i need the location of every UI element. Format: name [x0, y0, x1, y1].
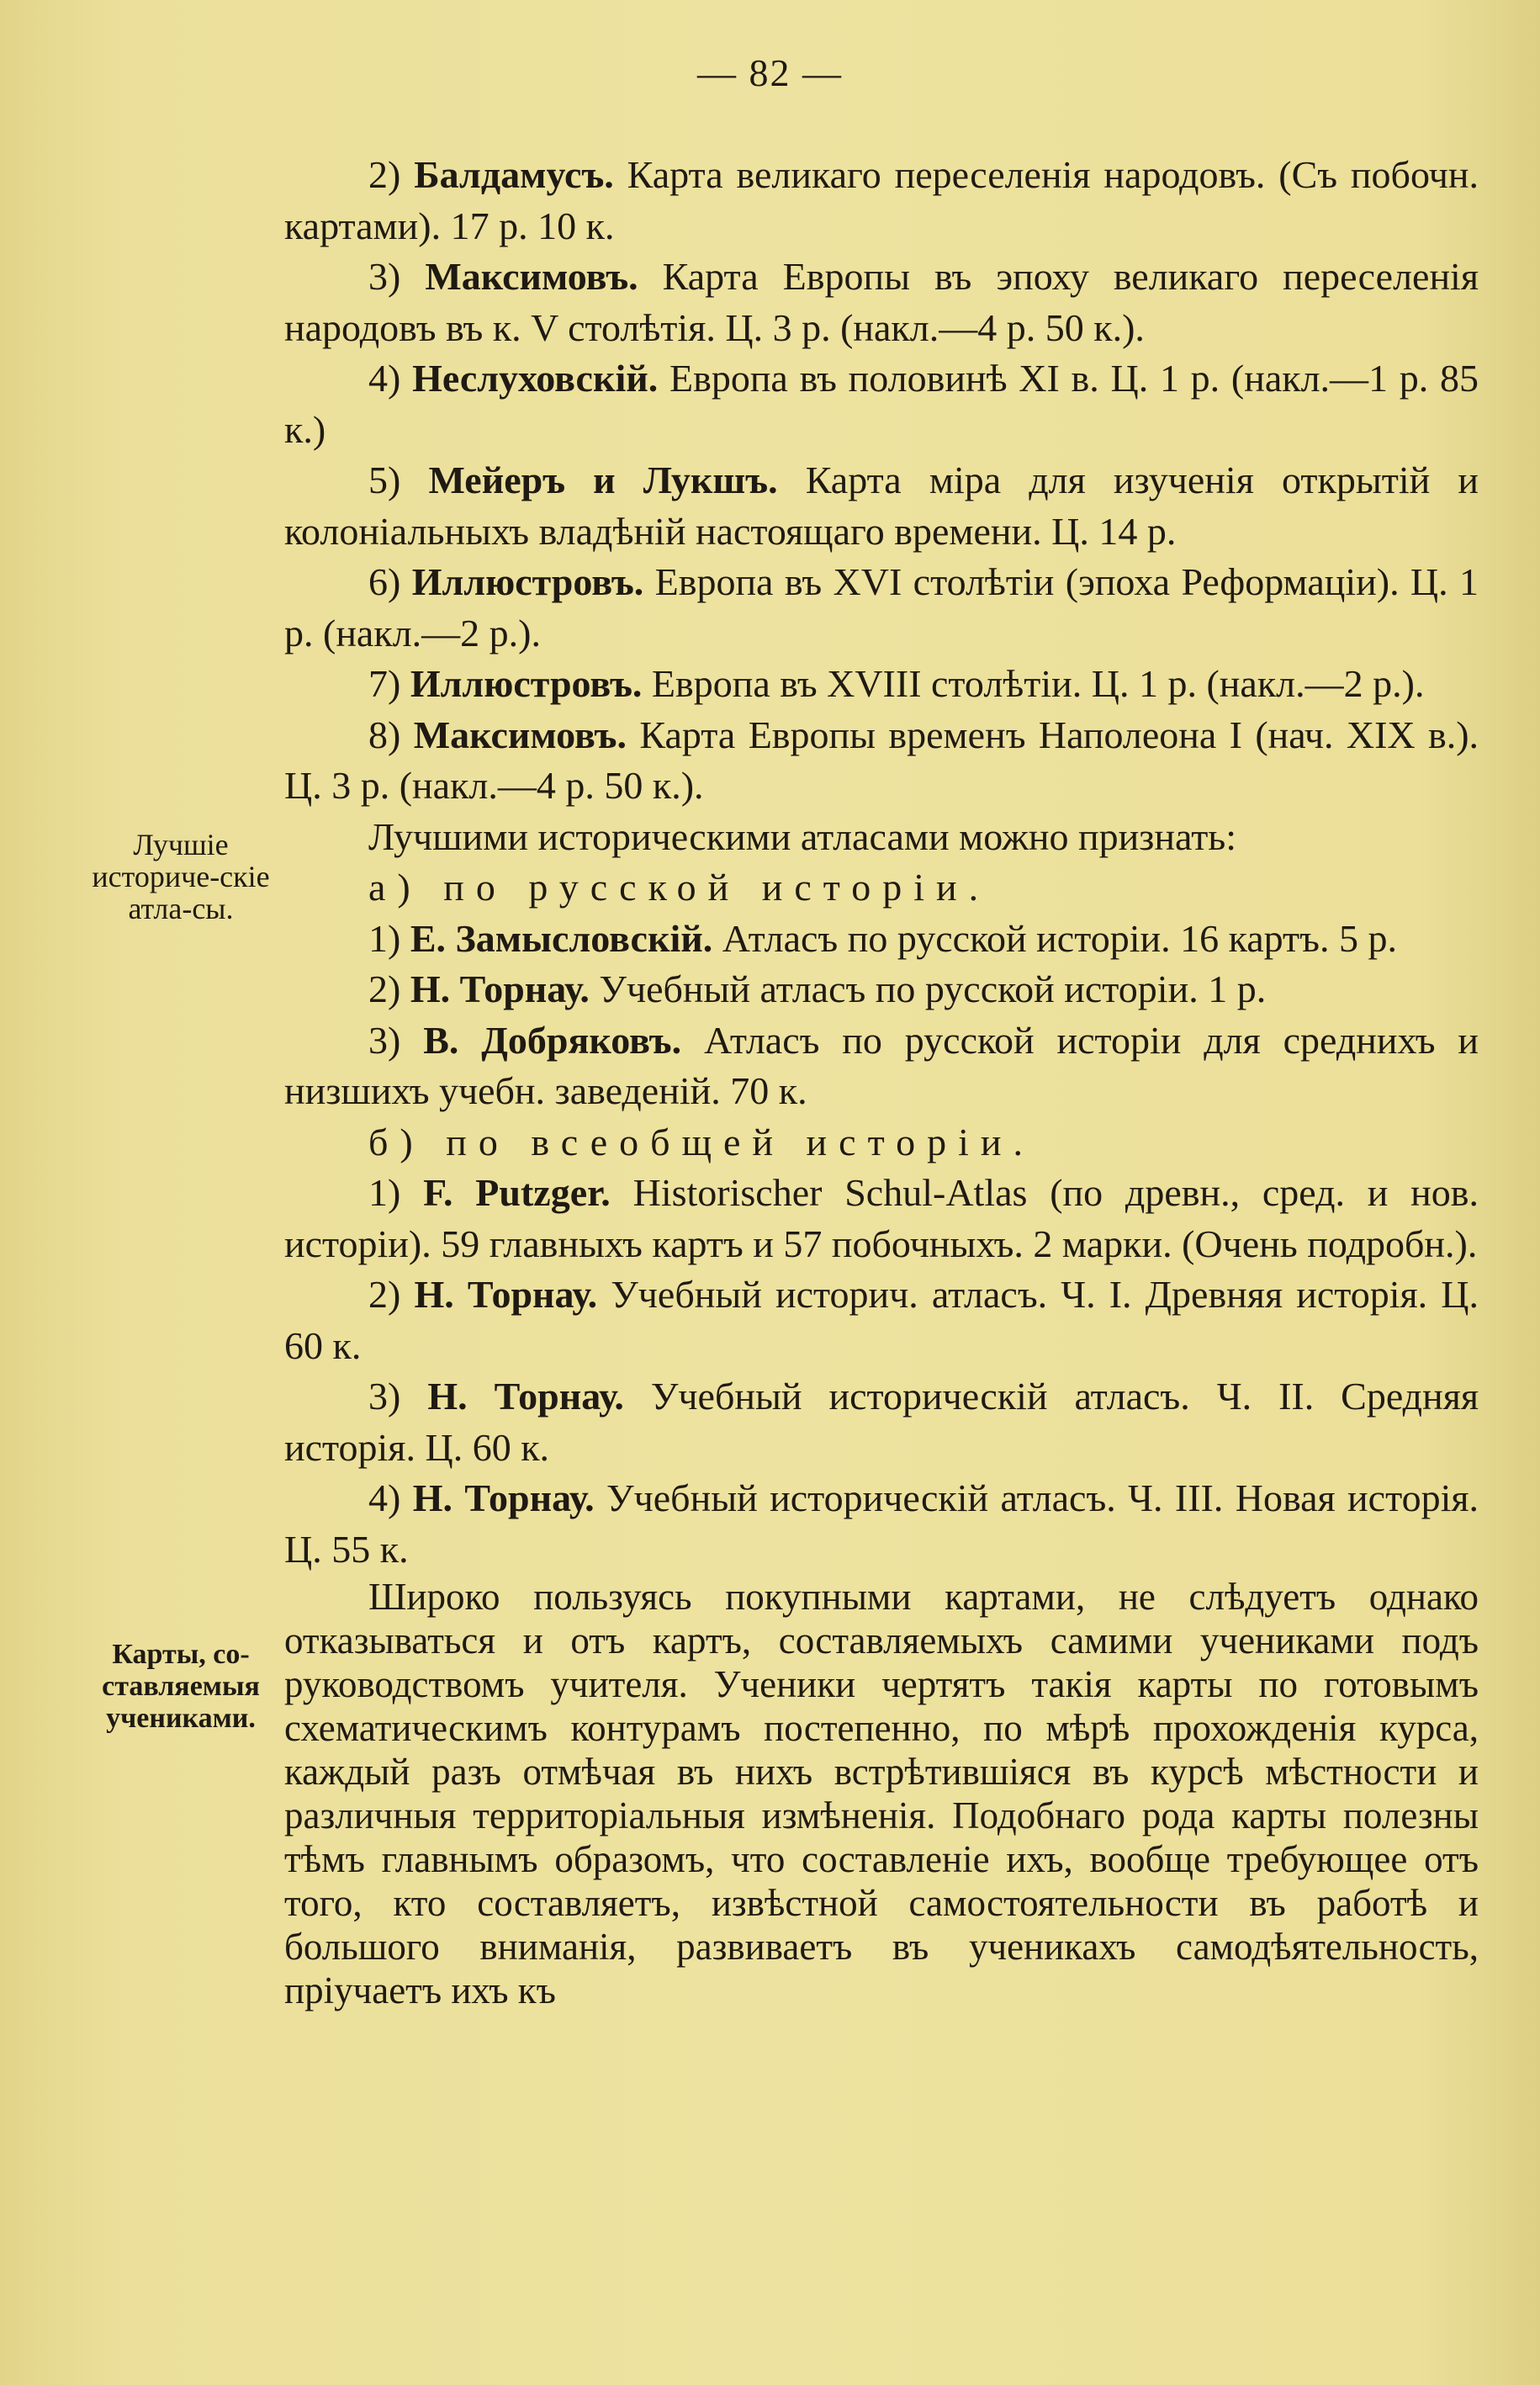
list-item: 2) Балдамусъ. Карта великаго переселенія народовъ. (Съ побочн. картами). 17 р. 10 к. [284, 153, 1479, 247]
list-item: 3) Н. Торнау. Учебный историческій атласъ. Ч. II. Средняя исторія. Ц. 60 к. [284, 1375, 1479, 1469]
final-paragraph: Широко пользуясь покупными картами, не слѣдуетъ однако отказываться и отъ картъ, составляемыхъ самими учениками подъ руководствомъ учителя. Ученики чертятъ такія карты по готовымъ схематическимъ контурамъ постепенно, по мѣрѣ прохожденія курса, каждый разъ отмѣчая въ нихъ встрѣтившіяся въ курсѣ мѣстности и различныя территоріальныя измѣненія. Подобнаго рода карты полезны тѣмъ главнымъ образомъ, что составленіе ихъ, вообще требующее отъ того, кто составляетъ, извѣстной самостоятельности въ работѣ и большого вниманія, развиваетъ въ ученикахъ самодѣятельность, пріучаетъ ихъ къ [284, 1576, 1479, 2011]
margin-note-student-maps: Карты, со-ставляемыя учениками. [102, 1639, 260, 1734]
atlases-intro: Лучшими историческими атласами можно признать: [368, 814, 1237, 858]
margin-note-atlases: Лучшіе историче-скіе атла-сы. [92, 828, 270, 925]
list-item: 2) Н. Торнау. Учебный атласъ по русской исторіи. 1 р. [368, 967, 1267, 1010]
list-item: 2) Н. Торнау. Учебный историч. атласъ. Ч. I. Древняя исторія. Ц. 60 к. [284, 1273, 1479, 1367]
list-item: 3) Максимовъ. Карта Европы въ эпоху великаго переселенія народовъ въ к. V столѣтія. Ц. 3 р. (накл.—4 р. 50 к.). [284, 255, 1479, 349]
page-number: — 82 — [697, 51, 843, 94]
list-item: 8) Максимовъ. Карта Европы временъ Наполеона I (нач. XIX в.). Ц. 3 р. (накл.—4 р. 50 к.). [284, 713, 1479, 807]
list-item: 6) Иллюстровъ. Европа въ XVI столѣтіи (эпоха Реформаціи). Ц. 1 р. (накл.—2 р.). [284, 560, 1479, 655]
section-heading-russian: а) по русской исторіи. [368, 866, 991, 909]
section-heading-general: б) по всеобщей исторіи. [368, 1120, 1035, 1163]
list-item: 1) F. Putzger. Historischer Schul-Atlas (по древн., сред. и нов. исторіи). 59 главныхъ картъ и 57 побочныхъ. 2 марки. (Очень подробн.). [284, 1171, 1479, 1265]
list-item: 4) Неслуховскій. Европа въ половинѣ XI в. Ц. 1 р. (накл.—1 р. 85 к.) [284, 357, 1479, 451]
list-item: 5) Мейеръ и Лукшъ. Карта міра для изученія открытій и колоніальныхъ владѣній настоящаго времени. Ц. 14 р. [284, 458, 1479, 553]
list-item: 4) Н. Торнау. Учебный историческій атласъ. Ч. III. Новая исторія. Ц. 55 к. [284, 1476, 1479, 1571]
list-item: 7) Иллюстровъ. Европа въ XVIII столѣтіи. Ц. 1 р. (накл.—2 р.). [368, 662, 1425, 705]
list-item: 3) В. Добряковъ. Атласъ по русской исторіи для среднихъ и низшихъ учебн. заведеній. 70 к. [284, 1018, 1479, 1112]
list-item: 1) Е. Замысловскій. Атласъ по русской исторіи. 16 картъ. 5 р. [368, 916, 1397, 960]
main-text [284, 150, 1479, 2012]
